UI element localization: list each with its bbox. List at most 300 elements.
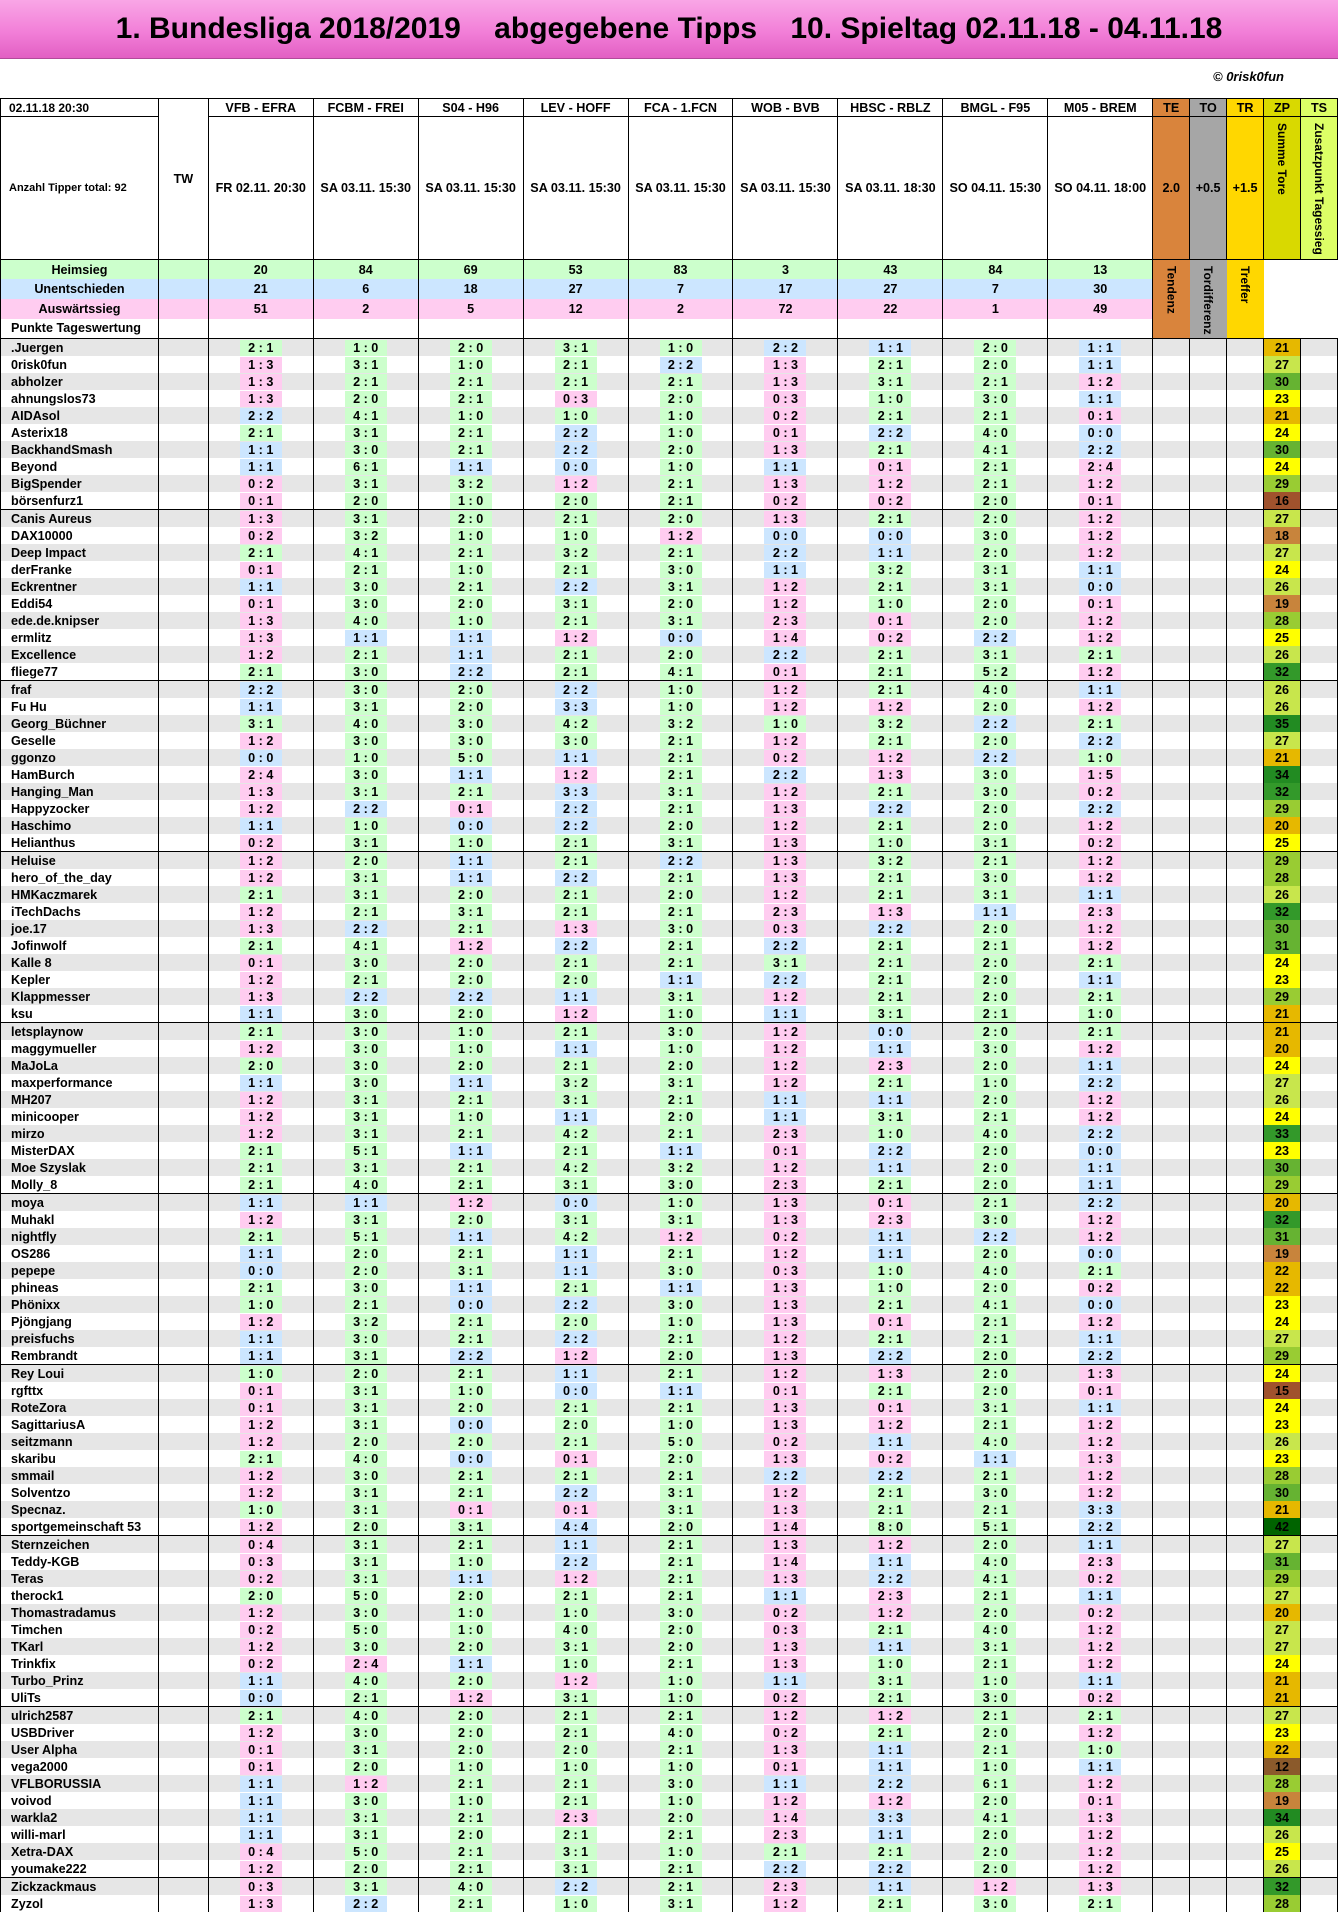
tip-cell (628, 407, 733, 424)
ts-cell (1300, 1860, 1337, 1878)
tip-cell (313, 1758, 418, 1775)
tip-value: 4 : 2 (555, 1160, 597, 1176)
tip-value: 2 : 0 (450, 699, 492, 715)
tip-value: 2 : 1 (555, 904, 597, 920)
tip-value: 2 : 1 (240, 340, 282, 356)
tip-value: 1 : 2 (764, 1485, 806, 1501)
tip-value: 2 : 0 (974, 1280, 1016, 1296)
tip-cell (313, 458, 418, 475)
tipper-name: fliege77 (1, 663, 159, 681)
tw-cell (158, 886, 208, 903)
ts-cell (1300, 373, 1337, 390)
tip-value: 5 : 1 (345, 1229, 387, 1245)
tip-value: 1 : 1 (764, 562, 806, 578)
tip-cell (313, 1194, 418, 1212)
tw-cell (158, 578, 208, 595)
tip-value: 3 : 1 (345, 1383, 387, 1399)
te-cell (1153, 698, 1190, 715)
tip-value: 2 : 1 (450, 1810, 492, 1826)
tip-cell (418, 1501, 523, 1518)
tip-value: 0 : 1 (240, 562, 282, 578)
te-cell (1153, 988, 1190, 1005)
tw-cell (158, 1228, 208, 1245)
zp-score: 20 (1264, 1194, 1301, 1212)
tip-cell (733, 544, 838, 561)
tip-cell (628, 766, 733, 783)
tr-cell (1227, 407, 1264, 424)
tip-value: 2 : 0 (974, 1725, 1016, 1741)
te-cell (1153, 852, 1190, 870)
tip-cell (418, 1518, 523, 1536)
tip-cell (523, 1895, 628, 1912)
te-cell (1153, 1245, 1190, 1262)
tip-cell (523, 424, 628, 441)
tw-cell (158, 817, 208, 834)
tip-cell (628, 834, 733, 852)
tip-cell (628, 1826, 733, 1843)
tip-cell (628, 852, 733, 870)
tip-value: 2 : 2 (555, 870, 597, 886)
tip-cell (628, 749, 733, 766)
tip-value: 2 : 1 (869, 887, 911, 903)
tip-value: 2 : 3 (764, 1827, 806, 1843)
tip-value: 1 : 2 (764, 733, 806, 749)
tip-cell (943, 869, 1048, 886)
tw-cell (158, 1638, 208, 1655)
tip-cell (943, 629, 1048, 646)
tip-value: 2 : 1 (660, 476, 702, 492)
tip-value: 4 : 0 (974, 682, 1016, 698)
tip-value: 4 : 1 (974, 442, 1016, 458)
tip-value: 2 : 1 (660, 733, 702, 749)
ts-cell (1300, 1365, 1337, 1383)
tipper-name: DAX10000 (1, 527, 159, 544)
table-row (1, 544, 1338, 561)
tip-value: 2 : 1 (974, 1468, 1016, 1484)
tip-cell (1048, 1040, 1153, 1057)
tip-value: 2 : 1 (555, 1434, 597, 1450)
zp-score: 27 (1264, 1587, 1301, 1604)
tip-cell (313, 1501, 418, 1518)
to-cell (1190, 663, 1227, 681)
tip-value: 0 : 0 (450, 1297, 492, 1313)
tip-cell (208, 920, 313, 937)
tip-value: 2 : 1 (555, 1058, 597, 1074)
to-cell (1190, 424, 1227, 441)
tip-value: 1 : 2 (555, 476, 597, 492)
to-cell (1190, 1313, 1227, 1330)
tip-cell (523, 1860, 628, 1878)
tip-value: 1 : 2 (764, 1024, 806, 1040)
tr-cell (1227, 903, 1264, 920)
tip-cell (1048, 715, 1153, 732)
stat-label: Heimsieg (1, 259, 159, 279)
tip-cell (523, 1399, 628, 1416)
te-cell (1153, 1895, 1190, 1912)
tip-value: 3 : 0 (450, 716, 492, 732)
tip-cell (733, 1741, 838, 1758)
tip-value: 2 : 1 (240, 1708, 282, 1724)
tip-value: 1 : 3 (764, 1400, 806, 1416)
tip-cell (838, 783, 943, 800)
tip-value: 2 : 2 (869, 425, 911, 441)
tip-value: 2 : 1 (345, 972, 387, 988)
tip-cell (1048, 561, 1153, 578)
tip-cell (418, 629, 523, 646)
te-cell (1153, 578, 1190, 595)
tip-value: 5 : 0 (345, 1588, 387, 1604)
tw-cell (158, 1194, 208, 1212)
tip-cell (838, 834, 943, 852)
tip-cell (418, 424, 523, 441)
ts-cell (1300, 1484, 1337, 1501)
tip-value: 3 : 1 (345, 1417, 387, 1433)
table-row (1, 1228, 1338, 1245)
tip-cell (1048, 1023, 1153, 1041)
tip-value: 3 : 1 (555, 340, 597, 356)
ts-cell (1300, 578, 1337, 595)
tip-value: 1 : 1 (555, 750, 597, 766)
tw-cell (158, 783, 208, 800)
tip-cell (313, 869, 418, 886)
game-header: LEV - HOFF (523, 99, 628, 117)
tip-cell (523, 886, 628, 903)
tip-cell (943, 1313, 1048, 1330)
tr-cell (1227, 1399, 1264, 1416)
tip-value: 5 : 2 (974, 664, 1016, 680)
zp-score: 29 (1264, 1176, 1301, 1194)
tip-value: 2 : 2 (345, 801, 387, 817)
to-cell (1190, 390, 1227, 407)
to-cell (1190, 1296, 1227, 1313)
tip-cell (628, 373, 733, 390)
tip-value: 1 : 0 (450, 1793, 492, 1809)
tip-cell (313, 1330, 418, 1347)
tip-cell (628, 1501, 733, 1518)
table-row (1, 424, 1338, 441)
tip-value: 2 : 0 (974, 1348, 1016, 1364)
tip-cell (313, 1895, 418, 1912)
zp-score: 27 (1264, 1536, 1301, 1554)
tip-value: 2 : 0 (974, 1177, 1016, 1193)
ts-cell (1300, 1707, 1337, 1725)
tip-value: 1 : 0 (450, 1605, 492, 1621)
tip-value: 0 : 1 (869, 459, 911, 475)
tip-value: 3 : 2 (345, 1314, 387, 1330)
tip-cell (208, 441, 313, 458)
tip-cell (418, 920, 523, 937)
tip-cell (313, 1518, 418, 1536)
tip-cell (943, 1792, 1048, 1809)
tip-value: 1 : 1 (1079, 1759, 1121, 1775)
tw-cell (158, 1809, 208, 1826)
zp-score: 24 (1264, 1365, 1301, 1383)
tip-cell (733, 595, 838, 612)
tip-value: 1 : 0 (660, 699, 702, 715)
tip-cell (1048, 852, 1153, 870)
tip-cell (313, 1159, 418, 1176)
tip-cell (943, 1108, 1048, 1125)
zp-score: 32 (1264, 1878, 1301, 1896)
tip-cell (523, 646, 628, 663)
tip-cell (208, 1724, 313, 1741)
tip-value: 3 : 0 (974, 391, 1016, 407)
to-cell (1190, 681, 1227, 699)
tip-cell (523, 1826, 628, 1843)
te-cell (1153, 1809, 1190, 1826)
tip-cell (313, 783, 418, 800)
te-cell (1153, 749, 1190, 766)
tip-cell (1048, 869, 1153, 886)
tip-value: 1 : 3 (1079, 1451, 1121, 1467)
tw-cell (158, 1365, 208, 1383)
tip-value: 1 : 0 (660, 1314, 702, 1330)
tipper-name: derFranke (1, 561, 159, 578)
table-row (1, 441, 1338, 458)
tip-value: 1 : 2 (1079, 1229, 1121, 1245)
tip-value: 3 : 0 (555, 733, 597, 749)
tip-cell (1048, 971, 1153, 988)
tip-cell (313, 646, 418, 663)
tip-value: 1 : 0 (974, 1075, 1016, 1091)
to-cell (1190, 988, 1227, 1005)
tip-cell (313, 1878, 418, 1896)
tr-cell (1227, 1484, 1264, 1501)
zp-score: 24 (1264, 561, 1301, 578)
tip-value: 1 : 0 (555, 1656, 597, 1672)
tip-value: 3 : 0 (660, 1263, 702, 1279)
tip-value: 2 : 2 (240, 408, 282, 424)
te-cell (1153, 544, 1190, 561)
tip-value: 1 : 2 (555, 1673, 597, 1689)
tr-cell (1227, 1330, 1264, 1347)
stat-label: Auswärtssieg (1, 299, 159, 319)
tip-cell (838, 1775, 943, 1792)
tip-cell (733, 1365, 838, 1383)
tip-cell (208, 749, 313, 766)
tip-cell (208, 1501, 313, 1518)
tip-cell (838, 1570, 943, 1587)
tip-value: 1 : 3 (764, 1639, 806, 1655)
ts-cell (1300, 1296, 1337, 1313)
tip-cell (838, 1279, 943, 1296)
tip-cell (628, 1518, 733, 1536)
tip-value: 1 : 1 (1079, 1537, 1121, 1553)
tip-cell (838, 715, 943, 732)
tip-value: 2 : 2 (1079, 733, 1121, 749)
game-time: SA 03.11. 15:30 (628, 117, 733, 260)
tip-cell (208, 1860, 313, 1878)
tip-value: 3 : 0 (345, 1024, 387, 1040)
tip-value: 2 : 1 (869, 1075, 911, 1091)
te-cell (1153, 1655, 1190, 1672)
tip-cell (523, 1501, 628, 1518)
copyright-note: © 0risk0fun (1213, 69, 1284, 84)
tip-value: 2 : 1 (345, 562, 387, 578)
tip-cell (943, 1194, 1048, 1212)
tip-value: 0 : 0 (450, 818, 492, 834)
tip-cell (418, 698, 523, 715)
zp-score: 42 (1264, 1518, 1301, 1536)
tip-cell (838, 1826, 943, 1843)
tip-value: 2 : 1 (1079, 955, 1121, 971)
to-cell (1190, 1518, 1227, 1536)
tw-cell (158, 1518, 208, 1536)
tip-cell (1048, 1467, 1153, 1484)
tip-value: 2 : 1 (240, 1177, 282, 1193)
tip-value: 2 : 1 (660, 1827, 702, 1843)
tip-cell (1048, 1604, 1153, 1621)
tw-cell (158, 852, 208, 870)
tip-cell (313, 1365, 418, 1383)
tip-cell (208, 544, 313, 561)
tip-cell (733, 988, 838, 1005)
tip-value: 0 : 0 (240, 750, 282, 766)
tip-value: 2 : 0 (660, 1109, 702, 1125)
tip-cell (208, 1809, 313, 1826)
tip-cell (523, 1347, 628, 1365)
tip-value: 1 : 2 (1079, 938, 1121, 954)
to-cell (1190, 1895, 1227, 1912)
tip-cell (1048, 766, 1153, 783)
zp-score: 21 (1264, 1005, 1301, 1023)
tip-value: 2 : 1 (555, 1708, 597, 1724)
game-time: SO 04.11. 15:30 (943, 117, 1048, 260)
tr-cell (1227, 783, 1264, 800)
tip-cell (1048, 1416, 1153, 1433)
tip-value: 1 : 3 (240, 784, 282, 800)
tip-cell (418, 1775, 523, 1792)
tip-cell (628, 1194, 733, 1212)
ts-cell (1300, 681, 1337, 699)
tip-value: 0 : 0 (240, 1263, 282, 1279)
tip-cell (208, 1775, 313, 1792)
tip-cell (208, 1621, 313, 1638)
tip-value: 1 : 1 (240, 1331, 282, 1347)
te-cell (1153, 458, 1190, 475)
tip-cell (838, 1536, 943, 1554)
ts-cell (1300, 1536, 1337, 1554)
tip-cell (208, 1895, 313, 1912)
tip-value: 1 : 1 (450, 1571, 492, 1587)
tip-cell (733, 1245, 838, 1262)
zp-score: 32 (1264, 783, 1301, 800)
tip-cell (523, 1467, 628, 1484)
tip-value: 2 : 1 (869, 579, 911, 595)
ts-cell (1300, 1108, 1337, 1125)
to-cell (1190, 834, 1227, 852)
tip-cell (733, 492, 838, 510)
tip-cell (838, 869, 943, 886)
tw-cell (158, 475, 208, 492)
tip-value: 3 : 1 (869, 374, 911, 390)
tip-cell (1048, 1792, 1153, 1809)
tip-value: 1 : 3 (240, 374, 282, 390)
tip-cell (313, 1416, 418, 1433)
tip-cell (208, 578, 313, 595)
tip-value: 1 : 2 (240, 1109, 282, 1125)
tip-cell (943, 373, 1048, 390)
ts-cell (1300, 1895, 1337, 1912)
tip-value: 2 : 1 (450, 1537, 492, 1553)
tipper-name: therock1 (1, 1587, 159, 1604)
tip-value: 2 : 1 (450, 1314, 492, 1330)
tip-value: 1 : 1 (764, 1006, 806, 1022)
tip-cell (733, 954, 838, 971)
tip-value: 5 : 0 (450, 750, 492, 766)
tip-value: 1 : 4 (764, 1519, 806, 1535)
tw-cell (158, 1176, 208, 1194)
tip-cell (313, 1707, 418, 1725)
tip-value: 0 : 0 (240, 1690, 282, 1706)
ts-cell (1300, 1228, 1337, 1245)
tip-value: 2 : 2 (974, 1229, 1016, 1245)
tip-value: 3 : 1 (660, 835, 702, 851)
tip-value: 1 : 2 (869, 476, 911, 492)
zp-score: 20 (1264, 1040, 1301, 1057)
tw-cell (158, 1655, 208, 1672)
tr-cell (1227, 356, 1264, 373)
tip-value: 1 : 2 (764, 1075, 806, 1091)
tipper-name: rgfttx (1, 1382, 159, 1399)
table-row (1, 1040, 1338, 1057)
table-row (1, 1672, 1338, 1689)
tip-cell (733, 920, 838, 937)
tip-value: 3 : 1 (345, 699, 387, 715)
zp-score: 25 (1264, 1843, 1301, 1860)
tip-cell (1048, 1365, 1153, 1383)
tipper-name: moya (1, 1194, 159, 1212)
table-row (1, 749, 1338, 766)
tip-cell (313, 424, 418, 441)
tip-cell (523, 1518, 628, 1536)
zp-score: 23 (1264, 1296, 1301, 1313)
to-cell (1190, 1775, 1227, 1792)
tip-value: 0 : 2 (1079, 1280, 1121, 1296)
tip-cell (208, 1176, 313, 1194)
tip-value: 2 : 1 (240, 1143, 282, 1159)
tip-cell (418, 1347, 523, 1365)
tip-cell (733, 1176, 838, 1194)
tip-cell (523, 817, 628, 834)
tip-cell (313, 1741, 418, 1758)
tip-cell (313, 475, 418, 492)
te-cell (1153, 595, 1190, 612)
tip-value: 1 : 1 (240, 1348, 282, 1364)
te-name-cell (1153, 259, 1190, 338)
tip-cell (733, 1843, 838, 1860)
tip-value: 2 : 1 (240, 887, 282, 903)
tip-value: 1 : 0 (1079, 1742, 1121, 1758)
tip-cell (733, 1860, 838, 1878)
tip-value: 2 : 0 (974, 340, 1016, 356)
tip-value: 2 : 1 (450, 1160, 492, 1176)
tip-cell (838, 492, 943, 510)
punkte-empty-cell (733, 319, 838, 339)
te-cell (1153, 954, 1190, 971)
zp-score: 23 (1264, 971, 1301, 988)
tr-cell (1227, 698, 1264, 715)
to-name: Tordifferenz (1201, 265, 1216, 335)
stat-tw-cell (158, 259, 208, 279)
te-cell (1153, 1689, 1190, 1707)
tip-cell (943, 971, 1048, 988)
ts-cell (1300, 1655, 1337, 1672)
tip-value: 1 : 2 (345, 1776, 387, 1792)
tip-cell (523, 1621, 628, 1638)
tip-value: 3 : 2 (345, 528, 387, 544)
zp-score: 26 (1264, 578, 1301, 595)
